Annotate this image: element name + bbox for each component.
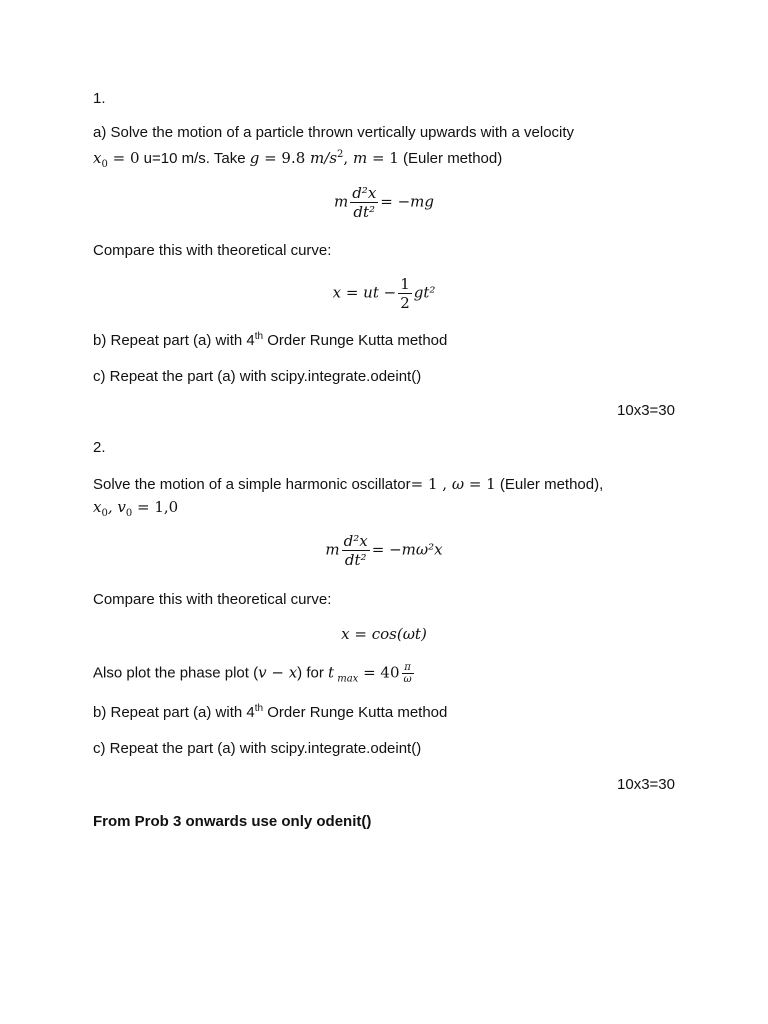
p2-part-b: b) Repeat part (a) with 4th Order Runge Kutta method: [93, 703, 448, 721]
p2-compare-text: Compare this with theoretical curve:: [93, 591, 332, 608]
p2-line2: $x_0$, $v_0 = 1,0$: [93, 498, 179, 519]
p2-phase-plot-line: Also plot the phase plot (v − x) for t $_{max}$ = 40 $\frac{\pi}{\omega}$: [93, 662, 412, 685]
p1-equation-theory: x = ut − $\frac{1}{2}$ gt²: [332, 275, 436, 312]
p1-compare-text: Compare this with theoretical curve:: [93, 242, 332, 259]
problem-1-number: 1.: [93, 90, 106, 107]
p2-line1: Solve the motion of a simple harmonic oscillator= 1 , ω = 1 (Euler method),: [93, 475, 604, 493]
footer-note: From Prob 3 onwards use only odenit(): [93, 813, 372, 830]
p2-equation-theory: x = cos(ωt): [341, 625, 427, 643]
p1-part-a-line1: a) Solve the motion of a particle thrown vertically upwards with a velocity: [93, 124, 575, 141]
problem-2-number: 2.: [93, 439, 106, 456]
p2-equation-motion: m $\frac{\text{d²x}}{\text{dt²}}$ = −mω²x: [325, 532, 443, 569]
p2-marks: 10x3=30: [617, 776, 675, 793]
p1-part-a-line2: $x_0 = 0$ u=10 m/s. Take g = 9.8 $m/s^2$, m = 1 (Euler method): [93, 149, 503, 170]
x0-symbol: x: [93, 149, 102, 167]
p1-part-b: b) Repeat part (a) with 4th Order Runge Kutta method: [93, 331, 448, 349]
p1-marks: 10x3=30: [617, 402, 675, 419]
p1-part-c: c) Repeat the part (a) with scipy.integrate.odeint(): [93, 368, 422, 385]
p2-part-c: c) Repeat the part (a) with scipy.integrate.odeint(): [93, 740, 422, 757]
p1-equation-motion: m $\frac{\text{d²x}}{\text{dt²}}$ = −mg: [333, 184, 435, 221]
